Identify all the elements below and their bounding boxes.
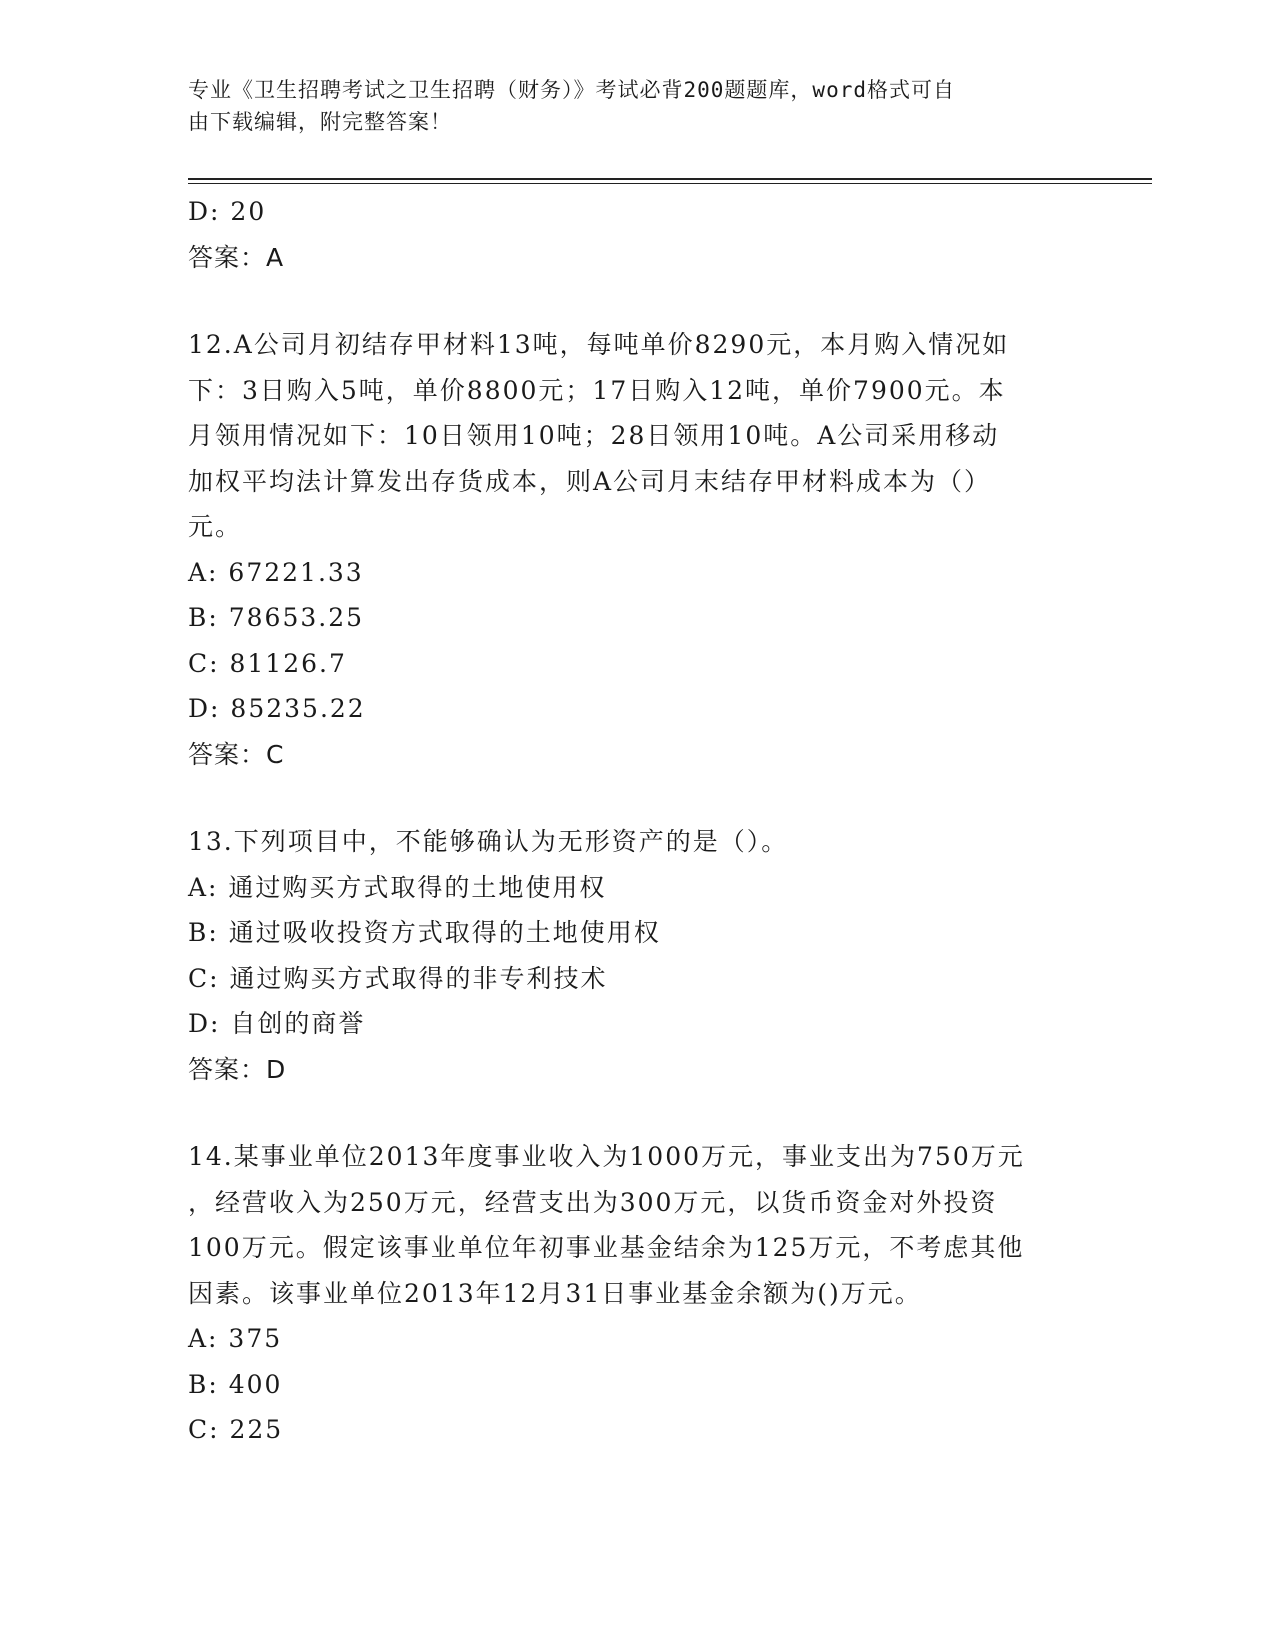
spacer (188, 777, 1088, 819)
question-12-line-5: 元。 (188, 512, 243, 541)
prev-question-answer: 答案：A (188, 242, 285, 272)
header-line-2: 由下载编辑，附完整答案！ (188, 110, 452, 134)
prev-question-option-d: D: 20 (188, 197, 267, 226)
question-14-line-4: 因素。该事业单位2013年12月31日事业基金余额为()万元。 (188, 1278, 922, 1308)
question-12-option-a: A: 67221.33 (188, 557, 364, 587)
question-14 (188, 1134, 1088, 1453)
document-header (188, 74, 1068, 138)
spacer (188, 280, 1088, 322)
question-13-option-d: D: 自创的商誉 (188, 1009, 366, 1038)
question-12-answer: 答案：C (188, 739, 285, 769)
question-12-line-1: 12.A公司月初结存甲材料13吨，每吨单价8290元，本月购入情况如 (188, 330, 1010, 359)
question-13-answer: 答案：D (188, 1054, 287, 1084)
question-12 (188, 322, 1088, 777)
question-14-line-3: 100万元。假定该事业单位年初事业基金结余为125万元，不考虑其他 (188, 1233, 1025, 1262)
document-body (188, 189, 1088, 1453)
question-13-option-a: A: 通过购买方式取得的土地使用权 (188, 872, 607, 902)
question-13-option-c: C: 通过购买方式取得的非专利技术 (188, 963, 608, 993)
question-12-line-4: 加权平均法计算发出存货成本，则A公司月末结存甲材料成本为（） (188, 466, 992, 496)
question-13-line-1: 13.下列项目中，不能够确认为无形资产的是（）。 (188, 827, 789, 856)
header-line-1: 专业《卫生招聘考试之卫生招聘（财务）》考试必背200题题库，word格式可自 (188, 78, 955, 102)
question-12-option-c: C: 81126.7 (188, 648, 347, 678)
question-14-option-b: B: 400 (188, 1369, 283, 1399)
question-12-option-b: B: 78653.25 (188, 603, 365, 632)
question-12-line-2: 下：3日购入5吨，单价8800元；17日购入12吨，单价7900元。本 (188, 375, 1006, 405)
question-14-option-a: A: 375 (188, 1324, 283, 1353)
question-12-line-3: 月领用情况如下：10日领用10吨；28日领用10吨。A公司采用移动 (188, 421, 1000, 450)
header-rule-thick (188, 178, 1152, 180)
question-14-line-2: ，经营收入为250万元，经营支出为300万元，以货币资金对外投资 (188, 1187, 998, 1217)
question-13 (188, 819, 1088, 1092)
header-rule-thin (188, 183, 1152, 184)
question-14-line-1: 14.某事业单位2013年度事业收入为1000万元，事业支出为750万元 (188, 1142, 1025, 1171)
question-13-option-b: B: 通过吸收投资方式取得的土地使用权 (188, 918, 661, 947)
question-14-option-c: C: 225 (188, 1415, 284, 1444)
spacer (188, 1092, 1088, 1134)
question-12-option-d: D: 85235.22 (188, 694, 366, 723)
